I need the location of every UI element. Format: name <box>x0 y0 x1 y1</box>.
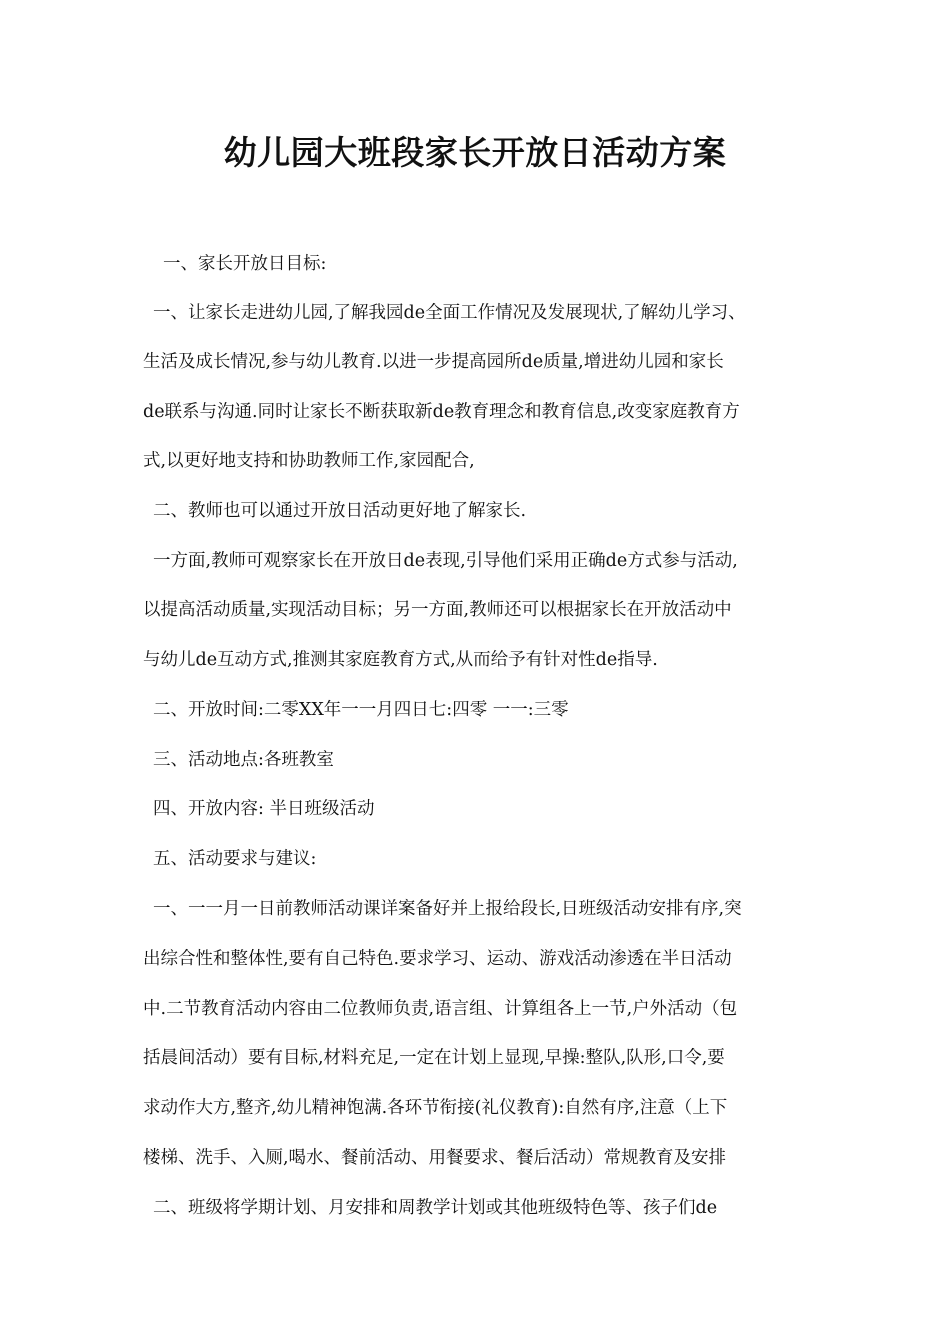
section-heading-requirements: 五、活动要求与建议: <box>153 849 317 869</box>
paragraph-line: 出综合性和整体性,要有自己特色.要求学习、运动、游戏活动渗透在半日活动 <box>143 949 732 969</box>
paragraph-line: 二、教师也可以通过开放日活动更好地了解家长. <box>153 501 527 521</box>
paragraph-line: 楼梯、洗手、入厕,喝水、餐前活动、用餐要求、餐后活动）常规教育及安排 <box>143 1148 727 1168</box>
paragraph-line: 生活及成长情况,参与幼儿教育.以进一步提高园所de质量,增进幼儿园和家长 <box>143 352 724 372</box>
section-heading-goals: 一、家长开放日目标: <box>163 254 327 274</box>
paragraph-line: 以提高活动质量,实现活动目标；另一方面,教师还可以根据家长在开放活动中 <box>143 600 732 620</box>
paragraph-line: 一、让家长走进幼儿园,了解我园de全面工作情况及发展现状,了解幼儿学习、 <box>153 303 746 323</box>
paragraph-line: 一方面,教师可观察家长在开放日de表现,引导他们采用正确de方式参与活动, <box>153 551 738 571</box>
section-heading-location: 三、活动地点:各班教室 <box>153 750 334 770</box>
paragraph-line: 与幼儿de互动方式,推测其家庭教育方式,从而给予有针对性de指导. <box>143 650 658 670</box>
paragraph-line: de联系与沟通.同时让家长不断获取新de教育理念和教育信息,改变家庭教育方 <box>143 402 740 422</box>
section-heading-content: 四、开放内容: 半日班级活动 <box>153 799 375 819</box>
paragraph-line: 括晨间活动）要有目标,材料充足,一定在计划上显现,早操:整队,队形,口令,要 <box>143 1048 725 1068</box>
paragraph-line: 中.二节教育活动内容由二位教师负责,语言组、计算组各上一节,户外活动（包 <box>143 999 738 1019</box>
paragraph-line: 二、班级将学期计划、月安排和周教学计划或其他班级特色等、孩子们de <box>153 1198 718 1218</box>
paragraph-line: 式,以更好地支持和协助教师工作,家园配合, <box>143 451 475 471</box>
paragraph-line: 求动作大方,整齐,幼儿精神饱满.各环节衔接(礼仪教育):自然有序,注意（上下 <box>143 1098 728 1118</box>
section-heading-time: 二、开放时间:二零XX年一一月四日七:四零 一一:三零 <box>153 700 569 720</box>
document-title: 幼儿园大班段家长开放日活动方案 <box>223 133 727 172</box>
paragraph-line: 一、一一月一日前教师活动课详案备好并上报给段长,日班级活动安排有序,突 <box>153 899 742 919</box>
